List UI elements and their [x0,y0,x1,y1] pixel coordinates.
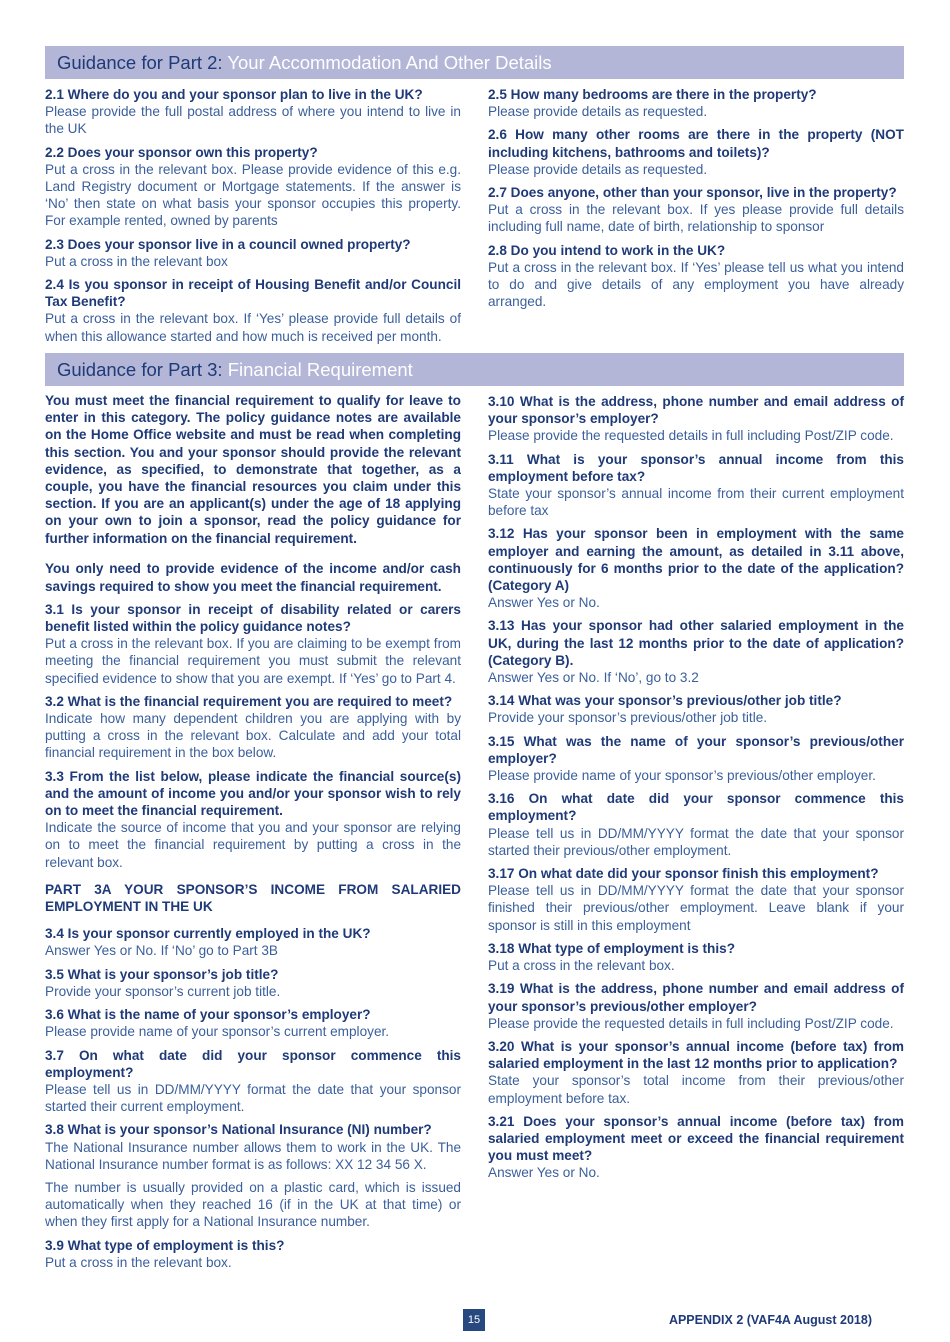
guidance-answer: Provide your sponsor’s current job title. [45,983,281,999]
guidance-item [45,693,461,762]
guidance-item [488,790,904,859]
guidance-item [45,144,461,230]
page-number: 15 [463,1309,485,1331]
guidance-item [488,184,904,236]
guidance-answer: Answer Yes or No. [488,595,600,611]
guidance-answer: Answer Yes or No. If ‘No’, go to 3.2 [488,670,699,686]
guidance-question: 3.3 From the list below, please indicate the financial source(s) and the amount of income you and/or your sponsor wish to rely on to meet the financial requirement. [45,768,461,819]
guidance-item [488,525,904,611]
guidance-answer: The National Insurance number allows them to work in the UK. The National Insurance number format is as follows: XX 12 34 56 X. [45,1139,461,1172]
part2-banner-subtitle: Your Accommodation And Other Details [227,52,552,73]
guidance-question: 2.2 Does your sponsor own this property? [45,144,318,160]
guidance-question: 2.5 How many bedrooms are there in the property? [488,87,817,102]
guidance-answer: Please provide name of your sponsor’s current employer. [45,1024,390,1040]
part3-left-questions-a [45,601,461,871]
guidance-answer: Indicate the source of income that you and your sponsor are relying on to meet the financial requirement by putting a cross in the relevant box. [45,820,461,870]
guidance-question: 2.3 Does your sponsor live in a council owned property? [45,236,411,252]
guidance-answer: Put a cross in the relevant box [45,253,228,269]
guidance-question: 3.17 On what date did your sponsor finish this employment? [488,866,879,882]
part3-banner-subtitle: Financial Requirement [227,359,413,380]
guidance-question: 3.12 Has your sponsor been in employment with the same employer and earning the amount, as detailed in 3.11 above, continuously for 6 months prior to the date of the application? (Category A) [488,526,904,594]
guidance-answer: Please provide the full postal address of where you intend to live in the UK [45,104,461,137]
guidance-question: 3.14 What was your sponsor’s previous/other job title? [488,693,842,709]
guidance-answer: Please tell us in DD/MM/YYYY format the date that your sponsor finished their previous/other employment. Leave blank if your sponsor is still in this employment [488,883,904,933]
guidance-question: 2.4 Is you sponsor in receipt of Housing Benefit and/or Council Tax Benefit? [45,277,461,310]
guidance-item [488,1038,904,1107]
guidance-item [488,451,904,520]
guidance-answer: Please tell us in DD/MM/YYYY format the date that your sponsor started their previous/other employment. [488,825,904,858]
guidance-answer: State your sponsor’s total income from their previous/other employment before tax. [488,1073,904,1106]
guidance-answer: Put a cross in the relevant box. If ‘Yes’ please provide full details of when this allowance started and how much is received per month. [45,311,461,344]
evidence-note: You only need to provide evidence of the income and/or cash savings required to show you meet the financial requirement. [45,561,461,594]
guidance-item [488,980,904,1032]
guidance-question: 3.5 What is your sponsor’s job title? [45,966,279,982]
guidance-answer: Please provide the requested details in full including Post/ZIP code. [488,428,894,444]
part2-right-column [488,86,904,316]
guidance-item [45,1237,461,1271]
part3-banner-lead: Guidance for Part 3: [57,359,223,380]
guidance-question: 3.6 What is the name of your sponsor’s employer? [45,1007,371,1023]
guidance-answer: Please provide name of your sponsor’s previous/other employer. [488,768,876,784]
guidance-answer: Provide your sponsor’s previous/other job title. [488,710,768,726]
guidance-item [45,276,461,345]
part3-right-column [488,393,904,1188]
guidance-question: 2.8 Do you intend to work in the UK? [488,242,726,258]
guidance-item [45,601,461,687]
guidance-item [45,1006,461,1040]
part3-banner [45,353,904,386]
guidance-question: 3.10 What is the address, phone number and email address of your sponsor’s employer? [488,394,904,427]
guidance-question: 2.1 Where do you and your sponsor plan to live in the UK? [45,87,423,102]
guidance-answer: State your sponsor’s annual income from their current employment before tax [488,486,904,519]
guidance-item [488,940,904,974]
guidance-question: 3.9 What type of employment is this? [45,1237,285,1253]
guidance-answer: Put a cross in the relevant box. If you are claiming to be exempt from meeting the financial requirement you must submit the relevant specified evidence to show that you are exempt. If ‘Yes’ go to Part 4. [45,636,461,686]
part2-banner-lead: Guidance for Part 2: [57,52,223,73]
part3a-heading: PART 3A YOUR SPONSOR’S INCOME FROM SALARIED EMPLOYMENT IN THE UK [45,881,461,915]
part3-left-questions-b [45,925,461,1271]
guidance-question: 3.7 On what date did your sponsor commence this employment? [45,1047,461,1080]
guidance-item [45,768,461,871]
guidance-answer: Put a cross in the relevant box. Please provide evidence of this e.g. Land Registry document or Mortgage statements. If the answer is ‘No’ then state on what basis your sponsor occupies this property. For example rented, owned by parents [45,161,461,229]
guidance-answer: Indicate how many dependent children you are applying with by putting a cross in the relevant box. Calculate and add your total financial requirement in the box below. [45,711,461,761]
document-reference: APPENDIX 2 (VAF4A August 2018) [668,1313,872,1327]
guidance-question: 2.6 How many other rooms are there in the property (NOT including kitchens, bathrooms and toilets)? [488,127,904,160]
guidance-item [45,1047,461,1116]
guidance-question: 3.4 Is your sponsor currently employed in the UK? [45,926,371,942]
guidance-item [488,1113,904,1182]
guidance-item [488,692,904,726]
guidance-answer: The number is usually provided on a plastic card, which is issued automatically when they reached 16 (if in the UK at that time) or when they first apply for a National Insurance number. [45,1179,461,1230]
guidance-question: 3.21 Does your sponsor’s annual income (before tax) from salaried employment meet or exceed the financial requirement you must meet? [488,1113,904,1164]
guidance-question: 2.7 Does anyone, other than your sponsor, live in the property? [488,185,897,201]
guidance-question: 3.2 What is the financial requirement you are required to meet? [45,693,453,709]
guidance-answer: Please provide details as requested. [488,161,708,177]
part3-left-column [45,392,461,1277]
guidance-answer: Put a cross in the relevant box. If yes please provide full details including full name, date of birth, relationship to sponsor [488,202,904,235]
guidance-question: 3.16 On what date did your sponsor commence this employment? [488,791,904,824]
guidance-answer: Put a cross in the relevant box. [488,958,675,974]
guidance-item [45,966,461,1000]
guidance-answer: Put a cross in the relevant box. If ‘Yes’ please tell us what you intend to do and give details of any employment you have already arranged. [488,259,904,310]
guidance-item [45,925,461,959]
guidance-question: 3.13 Has your sponsor had other salaried employment in the UK, during the last 12 months prior to the date of application? (Category B). [488,618,904,668]
guidance-item [488,393,904,445]
guidance-question: 3.18 What type of employment is this? [488,940,735,956]
part2-banner [45,46,904,79]
guidance-question: 3.11 What is your sponsor’s annual income from this employment before tax? [488,451,904,484]
guidance-question: 3.1 Is your sponsor in receipt of disability related or carers benefit listed within the policy guidance notes? [45,601,461,635]
guidance-item [488,126,904,178]
guidance-item [45,86,461,138]
guidance-answer: Put a cross in the relevant box. [45,1254,232,1270]
guidance-answer: Answer Yes or No. [488,1165,600,1181]
guidance-item [488,242,904,311]
guidance-answer: Answer Yes or No. If ‘No’ go to Part 3B [45,943,278,959]
guidance-question: 3.20 What is your sponsor’s annual income (before tax) from salaried employment in the last 12 months prior to application? [488,1038,904,1072]
part2-left-column [45,86,461,351]
guidance-item [488,733,904,785]
guidance-question: 3.19 What is the address, phone number and email address of your sponsor’s previous/other employer? [488,981,904,1014]
guidance-item [488,617,904,686]
guidance-answer: Please provide details as requested. [488,104,708,120]
guidance-item [45,1121,461,1230]
guidance-item [45,236,461,270]
guidance-item [488,86,904,120]
guidance-question: 3.8 What is your sponsor’s National Insurance (NI) number? [45,1122,432,1138]
guidance-question: 3.15 What was the name of your sponsor’s previous/other employer? [488,733,904,766]
guidance-answer: Please provide the requested details in full including Post/ZIP code. [488,1015,894,1031]
guidance-item [488,865,904,934]
guidance-answer: Please tell us in DD/MM/YYYY format the date that your sponsor started their current employment. [45,1081,461,1115]
financial-requirement-intro: You must meet the financial requirement to qualify for leave to enter in this category. The policy guidance notes are available on the Home Office website and must be read when completing this section. You and your sponsor should provide the relevant evidence, as specified, to demonstrate that together, as a couple, you have the financial resources you claim under this section. If you are an applicant(s) under the age of 18 applying on your own to join a sponsor, read the policy guidance for further information on the financial requirement. [45,393,461,546]
